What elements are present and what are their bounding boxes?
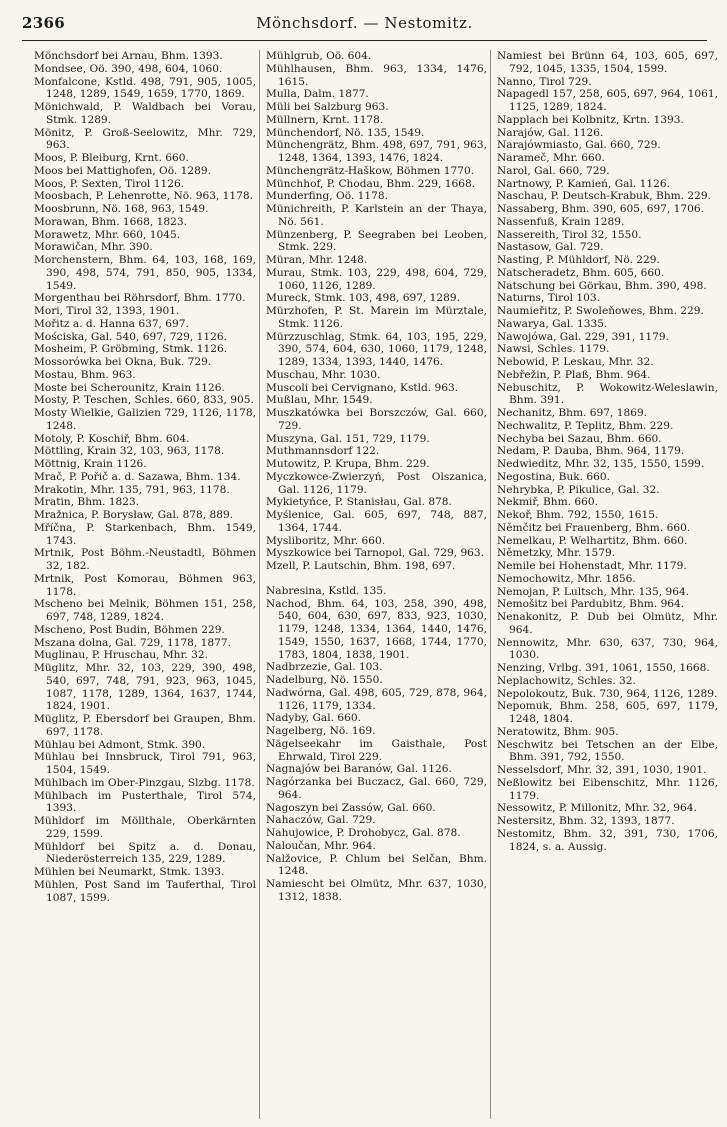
index-entry: Narajówmiasto, Gal. 660, 729. — [497, 139, 661, 152]
index-entry: Namiest bei Brünn 64, 103, 605, 697, 792, 1045, 1335, 1504, 1599. — [497, 50, 718, 75]
index-entry: Muglinau, P. Hruschau, Mhr. 32. — [34, 649, 208, 662]
index-entry: Naloučan, Mhr. 964. — [266, 839, 376, 852]
index-entry: Mrač, P. Pořič a. d. Sazawa, Bhm. 134. — [34, 470, 241, 483]
index-entry: Nadelburg, Nö. 1550. — [266, 674, 383, 686]
index-entry: Münzenberg, P. Seegraben bei Leoben, Stmk. 229. — [266, 228, 487, 254]
index-entry: Mühlen bei Neumarkt, Stmk. 1393. — [34, 866, 225, 878]
index-entry: Namiescht bei Olmütz, Mhr. 637, 1030, 1312, 1838. — [266, 878, 487, 903]
index-entry: Nachod, Bhm. 64, 103, 258, 390, 498, 540, 604, 630, 697, 833, 923, 1030, 1179, 1248, 1334, 1364, 1440, 1476, 1549, 1550, 1637, 1668, 1744, 1770, 1783, 1804, 1838, 1901. — [266, 597, 487, 661]
index-entry: Moosbach, P. Lehenrotte, Nö. 963, 1178. — [34, 190, 254, 203]
index-entry: Münchengrätz, Bhm. 498, 697, 791, 963, 1248, 1364, 1393, 1476, 1824. — [266, 139, 487, 164]
index-entry: Nedam, P. Dauba, Bhm. 964, 1179. — [497, 445, 685, 458]
index-entry: Mutowitz, P. Krupa, Bhm. 229. — [266, 458, 430, 470]
index-entry: Mönitz, P. Groß-Seelowitz, Mhr. 729, 963. — [34, 126, 256, 152]
index-entry: Moos, P. Bleiburg, Krnt. 660. — [34, 152, 189, 164]
index-entry: Neßlowitz bei Eibenschitz, Mhr. 1126, 1179. — [497, 776, 718, 802]
index-entry: Natschung bei Görkau, Bhm. 390, 498. — [497, 279, 707, 292]
index-entry: Myszkowice bei Tarnopol, Gal. 729, 963. — [266, 547, 485, 560]
index-entry: Münchengrätz-Haškow, Böhmen 1770. — [266, 164, 475, 177]
index-entry: Mühlen, Post Sand im Tauferthal, Tirol 1087, 1599. — [34, 878, 256, 904]
index-entry: Mszana dolna, Gal. 729, 1178, 1877. — [34, 636, 231, 649]
index-entry: Nennowitz, Mhr. 630, 637, 730, 964, 1030. — [497, 636, 718, 662]
header-rule — [22, 40, 707, 41]
index-entry: Nahujowice, P. Drohobycz, Gal. 878. — [266, 827, 461, 839]
index-entry: Müglitz, P. Ebersdorf bei Graupen, Bhm. 697, 1178. — [34, 713, 256, 738]
index-entry: Naumieřitz, P. Swoleňowes, Bhm. 229. — [497, 305, 704, 317]
index-entry: Muszyna, Gal. 151, 729, 1179. — [266, 432, 430, 445]
index-entry: Nebuschitz, P. Wokowitz-Weleslawin, Bhm. 391. — [497, 381, 718, 407]
index-entry: Nechyba bei Sazau, Bhm. 660. — [497, 432, 662, 445]
index-entry: Nadyby, Gal. 660. — [266, 712, 361, 725]
index-entry: Nalžovice, P. Chlum bei Selčan, Bhm. 1248. — [266, 852, 487, 878]
running-title: Mönchsdorf. — Nestomitz. — [256, 14, 473, 32]
index-entry: Nägelseekahr im Gaisthale, Post Ehrwald, Tirol 229. — [266, 737, 487, 763]
index-entry: Moos, P. Sexten, Tirol 1126. — [34, 177, 185, 190]
index-entry: Mosheim, P. Gröbming, Stmk. 1126. — [34, 343, 228, 356]
index-entry: Mosty, P. Teschen, Schles. 660, 833, 905. — [34, 394, 254, 407]
index-entry: Nagoszyn bei Zassów, Gal. 660. — [266, 801, 436, 814]
index-entry: Narajów, Gal. 1126. — [497, 126, 604, 139]
index-entry: Muscoli bei Cervignano, Kstld. 963. — [266, 381, 459, 394]
page-number: 2366 — [22, 14, 65, 32]
index-entry: Němetzky, Mhr. 1579. — [497, 547, 616, 560]
index-entry: Mühlbach im Pusterthale, Tirol 574, 1393. — [34, 789, 256, 815]
index-entry: Mönichwald, P. Waldbach bei Vorau, Stmk. 1289. — [34, 101, 256, 126]
index-entry: Mscheno bei Melnik, Böhmen 151, 258, 697, 748, 1289, 1824. — [34, 598, 256, 623]
index-entry: Nemošitz bei Pardubitz, Bhm. 964. — [497, 598, 685, 611]
index-entry: Nekoř, Bhm. 792, 1550, 1615. — [497, 509, 659, 521]
index-entry: Möttnig, Krain 1126. — [34, 458, 147, 470]
index-entry: Nanno, Tirol 729. — [497, 75, 592, 88]
index-entry: Morchenstern, Bhm. 64, 103, 168, 169, 390, 498, 574, 791, 850, 905, 1334, 1549. — [34, 254, 256, 292]
index-entry: Mražnica, P. Borysław, Gal. 878, 889. — [34, 509, 234, 521]
index-entry: Myczkowce-Zwierzyń, Post Olszanica, Gal. 1126, 1179. — [266, 470, 487, 496]
index-entry: Mostau, Bhm. 963. — [34, 368, 136, 381]
index-entry: Mühlau bei Innsbruck, Tirol 791, 963, 1504, 1549. — [34, 751, 256, 776]
index-entry: Nenzing, Vrlbg. 391, 1061, 1550, 1668. — [497, 662, 710, 674]
index-entry: Nassenfuß, Krain 1289. — [497, 215, 625, 228]
column-right — [490, 50, 721, 1119]
index-entry: Mościska, Gal. 540, 697, 729, 1126. — [34, 330, 227, 343]
index-entry: Mühlau bei Admont, Stmk. 390. — [34, 738, 206, 751]
index-entry: Nechanitz, Bhm. 697, 1869. — [497, 407, 648, 419]
index-entry: Nassereith, Tirol 32, 1550. — [497, 228, 642, 241]
index-entry: Müllnern, Krnt. 1178. — [266, 113, 384, 126]
index-entry: Mureck, Stmk. 103, 498, 697, 1289. — [266, 292, 460, 305]
index-entry: Mrtnik, Post Böhm.-Neustadtl, Böhmen 32, 182. — [34, 547, 256, 572]
index-entry: Nassaberg, Bhm. 390, 605, 697, 1706. — [497, 203, 704, 215]
index-entry: Mulla, Dalm. 1877. — [266, 88, 369, 101]
index-entry: Mořitz a. d. Hanna 637, 697. — [34, 317, 189, 330]
index-entry: Mrakotin, Mhr. 135, 791, 963, 1178. — [34, 483, 230, 496]
index-entry: Nagórzanka bei Buczacz, Gal. 660, 729, 964. — [266, 776, 487, 801]
index-entry: Monfalcone, Kstld. 498, 791, 905, 1005, 1248, 1289, 1549, 1659, 1770, 1869. — [34, 75, 256, 101]
index-entry: Morgenthau bei Röhrsdorf, Bhm. 1770. — [34, 292, 246, 305]
index-entry: Mosty Wielkie, Galizien 729, 1126, 1178, 1248. — [34, 407, 256, 432]
index-entry: Mysliboritz, Mhr. 660. — [266, 534, 386, 547]
index-entry: Naturns, Tirol 103. — [497, 292, 600, 305]
index-entry: Nahaczów, Gal. 729. — [266, 814, 376, 827]
index-entry: Nawojówa, Gal. 229, 391, 1179. — [497, 330, 669, 343]
index-entry: Munderfing, Oö. 1178. — [266, 190, 388, 203]
index-entry: Neplachowitz, Schles. 32. — [497, 674, 636, 687]
index-entry: Morawetz, Mhr. 660, 1045. — [34, 228, 181, 241]
column-middle — [259, 50, 490, 1119]
index-entry: Narol, Gal. 660, 729. — [497, 164, 610, 177]
index-entry: Nagnajów bei Baranów, Gal. 1126. — [266, 763, 452, 776]
index-entry: Myślenice, Gal. 605, 697, 748, 887, 1364, 1744. — [266, 509, 487, 534]
index-entry: Müran, Mhr. 1248. — [266, 254, 368, 266]
index-entry: Němčitz bei Frauenberg, Bhm. 660. — [497, 521, 691, 534]
index-entry: Negostina, Buk. 660. — [497, 470, 611, 483]
index-entry: Mürzhofen, P. St. Marein im Mürztale, Stmk. 1126. — [266, 305, 487, 330]
index-entry: Mühldorf bei Spitz a. d. Donau, Niederösterreich 135, 229, 1289. — [34, 840, 256, 866]
index-entry: Mühlgrub, Oö. 604. — [266, 50, 372, 62]
index-entry: Neratowitz, Bhm. 905. — [497, 725, 619, 738]
page-header — [22, 10, 707, 36]
index-entry: Motoly, P. Koschiř, Bhm. 604. — [34, 432, 190, 445]
index-entry: Nebowid, P. Leskau, Mhr. 32. — [497, 356, 654, 368]
index-entry: Nedwieditz, Mhr. 32, 135, 1550, 1599. — [497, 458, 705, 470]
index-entry: Mratin, Bhm. 1823. — [34, 496, 140, 509]
index-entry: Nenakonitz, P. Dub bei Olmütz, Mhr. 964. — [497, 611, 718, 636]
index-entry: Nadbrzezie, Gal. 103. — [266, 661, 383, 674]
index-entry: Möttling, Krain 32, 103, 963, 1178. — [34, 445, 225, 458]
index-entry: Münchendorf, Nö. 135, 1549. — [266, 126, 425, 139]
column-left — [28, 50, 259, 1119]
index-entry: Moos bei Mattighofen, Oö. 1289. — [34, 164, 211, 177]
index-entry: Mühlbach im Ober-Pinzgau, Slzbg. 1178. — [34, 776, 255, 789]
index-entry: Morawičan, Mhr. 390. — [34, 241, 153, 254]
index-entry: Nekmiř, Bhm. 660. — [497, 496, 599, 509]
index-entry: Nartnowy, P. Kamień, Gal. 1126. — [497, 177, 670, 190]
index-entry: Neschwitz bei Tetschen an der Elbe, Bhm. 391, 792, 1550. — [497, 738, 718, 764]
index-entry: Napagedl 157, 258, 605, 697, 964, 1061, 1125, 1289, 1824. — [497, 88, 718, 113]
index-entry: Narameč, Mhr. 660. — [497, 152, 605, 164]
index-entry: Nadwórna, Gal. 498, 605, 729, 878, 964, 1126, 1179, 1334. — [266, 686, 487, 712]
index-entry: Nawarya, Gal. 1335. — [497, 317, 608, 330]
index-entry: Mykietyńce, P. Stanisłau, Gal. 878. — [266, 496, 452, 509]
index-entry: Nehrybka, P. Pikulice, Gal. 32. — [497, 483, 660, 496]
index-entry: Mossorówka bei Okna, Buk. 729. — [34, 356, 212, 368]
index-entry: Mori, Tirol 32, 1393, 1901. — [34, 305, 180, 317]
index-entry: Morawan, Bhm. 1668, 1823. — [34, 215, 187, 228]
index-entry: Nasting, P. Mühldorf, Nö. 229. — [497, 254, 660, 266]
index-entry: Mühlhausen, Bhm. 963, 1334, 1476, 1615. — [266, 62, 487, 88]
index-entry: Muthmannsdorf 122. — [266, 445, 380, 458]
index-entry: Murau, Stmk. 103, 229, 498, 604, 729, 1060, 1126, 1289. — [266, 266, 487, 292]
index-columns — [28, 50, 718, 1119]
index-entry: Mscheno, Post Budin, Böhmen 229. — [34, 623, 225, 636]
index-entry: Nawsi, Schles. 1179. — [497, 343, 610, 356]
index-entry: Müglitz, Mhr. 32, 103, 229, 390, 498, 540, 697, 748, 791, 923, 963, 1045, 1087, 1178, 1289, 1364, 1637, 1744, 1824, 1901. — [34, 662, 256, 713]
index-entry: Nemelkau, P. Welhartitz, Bhm. 660. — [497, 534, 688, 547]
index-entry: Natscheradetz, Bhm. 605, 660. — [497, 266, 665, 279]
index-entry: Mönchsdorf bei Arnau, Bhm. 1393. — [34, 50, 223, 62]
index-entry: Nastasow, Gal. 729. — [497, 241, 604, 254]
index-entry: Moosbrunn, Nö. 168, 963, 1549. — [34, 203, 209, 215]
index-entry: Nagelberg, Nö. 169. — [266, 725, 376, 737]
index-entry: Mußlau, Mhr. 1549. — [266, 394, 373, 407]
index-entry: Nestersitz, Bhm. 32, 1393, 1877. — [497, 815, 675, 827]
index-entry: Mříčna, P. Starkenbach, Bhm. 1549, 1743. — [34, 521, 256, 547]
index-entry: Nabresina, Kstld. 135. — [266, 584, 387, 597]
section-gap — [266, 573, 487, 585]
index-entry: Münichreith, P. Karlstein an der Thaya, Nö. 561. — [266, 203, 487, 228]
index-entry: Nechwalitz, P. Teplitz, Bhm. 229. — [497, 419, 674, 432]
index-entry: Nesselsdorf, Mhr. 32, 391, 1030, 1901. — [497, 764, 707, 776]
index-entry: Mzell, P. Lautschin, Bhm. 198, 697. — [266, 560, 456, 572]
index-entry: Napplach bei Kolbnitz, Krtn. 1393. — [497, 113, 684, 126]
index-entry: Mrtnik, Post Komorau, Böhmen 963, 1178. — [34, 572, 256, 598]
index-entry: Muszkatówka bei Borszczów, Gal. 660, 729. — [266, 407, 487, 432]
index-entry: Nepolokoutz, Buk. 730, 964, 1126, 1289. — [497, 687, 718, 700]
index-entry: Moste bei Scherounitz, Krain 1126. — [34, 381, 225, 394]
index-entry: Nessowitz, P. Millonitz, Mhr. 32, 964. — [497, 802, 697, 815]
index-entry: Naschau, P. Deutsch-Krabuk, Bhm. 229. — [497, 190, 712, 203]
index-entry: Nestomitz, Bhm. 32, 391, 730, 1706, 1824, s. a. Aussig. — [497, 827, 718, 853]
index-entry: Mürzzuschlag, Stmk. 64, 103, 195, 229, 390, 574, 604, 630, 1060, 1179, 1248, 1289, 1334, 1393, 1440, 1476. — [266, 330, 487, 368]
index-entry: Münchhof, P. Chodau, Bhm. 229, 1668. — [266, 177, 476, 190]
index-entry: Müli bei Salzburg 963. — [266, 101, 389, 113]
index-entry: Nemochowitz, Mhr. 1856. — [497, 572, 636, 585]
index-entry: Nemojan, P. Lultsch, Mhr. 135, 964. — [497, 585, 690, 598]
index-entry: Mühldorf im Möllthale, Oberkärnten 229, 1599. — [34, 815, 256, 840]
index-entry: Nebřežin, P. Plaß, Bhm. 964. — [497, 368, 651, 381]
index-entry: Muschau, Mhr. 1030. — [266, 368, 381, 381]
index-entry: Nepomuk, Bhm. 258, 605, 697, 1179, 1248, 1804. — [497, 700, 718, 725]
index-entry: Mondsee, Oö. 390, 498, 604, 1060. — [34, 62, 223, 75]
index-entry: Nemile bei Hohenstadt, Mhr. 1179. — [497, 560, 687, 572]
